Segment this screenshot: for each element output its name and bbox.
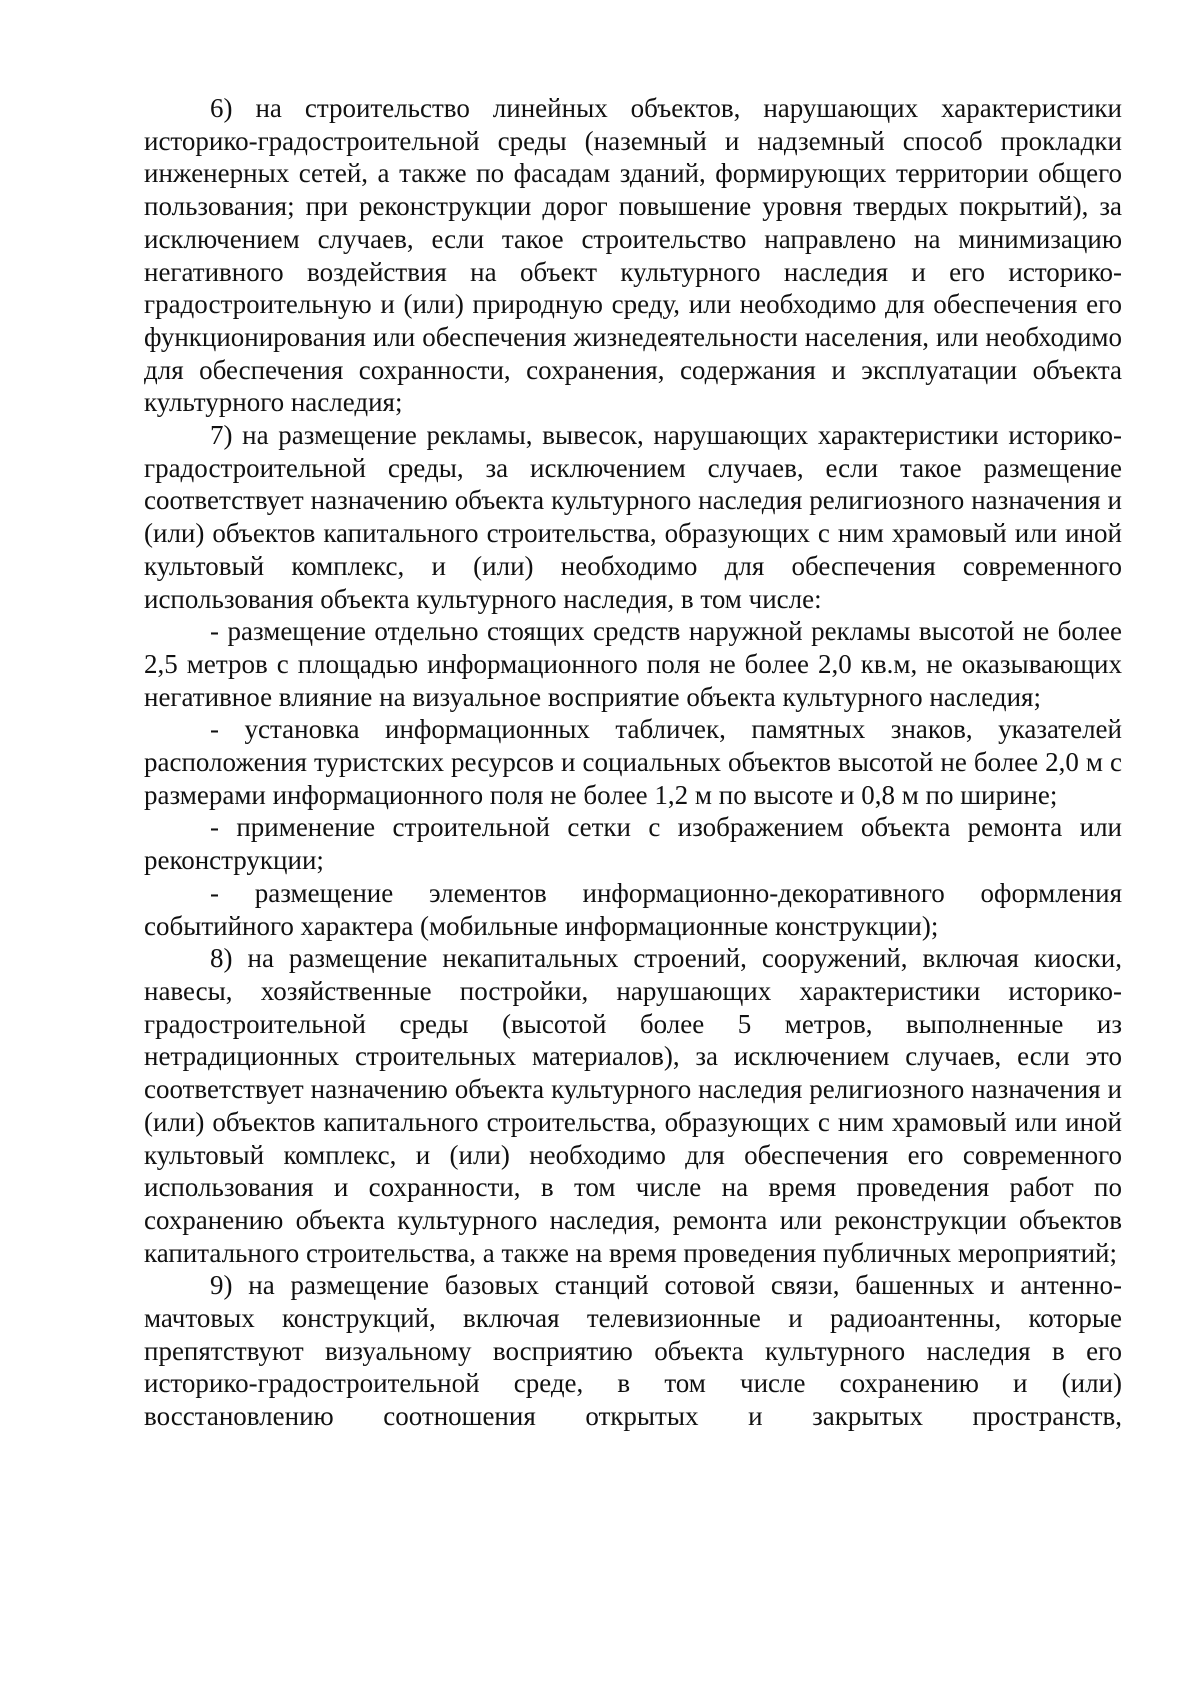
paragraph-item-6: 6) на строительство линейных объектов, нарушающих характеристики историко-градостроительной среды (наземный и надземный способ прокладки инженерных сетей, а также по фасадам зданий, формирующих территории общего пользования; при реконструкции дорог повышение уровня твердых покрытий), за исключением случаев, если такое строительство направлено на минимизацию негативного воздействия на объект культурного наследия и его историко-градостроительную и (или) природную среду, или необходимо для обеспечения его функционирования или обеспечения жизнедеятельности населения, или необходимо для обеспечения сохранности, сохранения, содержания и эксплуатации объекта культурного наследия; (144, 93, 1122, 418)
paragraph-item-7: 7) на размещение рекламы, вывесок, нарушающих характеристики историко-градостроительной среды, за исключением случаев, если такое размещение соответствует назначению объекта культурного наследия религиозного назначения и (или) объектов капитального строительства, образующих с ним храмовый или иной культовый комплекс, и (или) необходимо для обеспечения современного использования объекта культурного наследия, в том числе: (144, 420, 1122, 614)
paragraph-item-8: 8) на размещение некапитальных строений, сооружений, включая киоски, навесы, хозяйственные постройки, нарушающих характеристики историко-градостроительной среды (высотой более 5 метров, выполненные из нетрадиционных строительных материалов), за исключением случаев, если это соответствует назначению объекта культурного наследия религиозного назначения и (или) объектов капитального строительства, образующих с ним храмовый или иной культовый комплекс, и (или) необходимо для обеспечения его современного использования и сохранности, в том числе на время проведения работ по сохранению объекта культурного наследия, ремонта или реконструкции объектов капитального строительства, а также на время проведения публичных мероприятий; (144, 943, 1122, 1268)
paragraph-item-9: 9) на размещение базовых станций сотовой связи, башенных и антенно-мачтовых конструкций, включая телевизионные и радиоантенны, которые препятствуют визуальному восприятию объекта культурного наследия в его историко-градостроительной среде, в том числе сохранению и (или) восстановлению соотношения открытых и закрытых пространств, (144, 1270, 1122, 1432)
document-page (144, 92, 1122, 1433)
paragraph-subitem-plates: - установка информационных табличек, памятных знаков, указателей расположения туристских ресурсов и социальных объектов высотой не более 2,0 м с размерами информационного поля не более 1,2 м по высоте и 0,8 м по ширине; (144, 714, 1122, 810)
paragraph-subitem-advertising: - размещение отдельно стоящих средств наружной рекламы высотой не более 2,5 метров с площадью информационного поля не более 2,0 кв.м, не оказывающих негативное влияние на визуальное восприятие объекта культурного наследия; (144, 616, 1122, 712)
paragraph-subitem-decorative: - размещение элементов информационно-декоративного оформления событийного характера (мобильные информационные конструкции); (144, 877, 1122, 941)
paragraph-subitem-mesh: - применение строительной сетки с изображением объекта ремонта или реконструкции; (144, 812, 1122, 876)
